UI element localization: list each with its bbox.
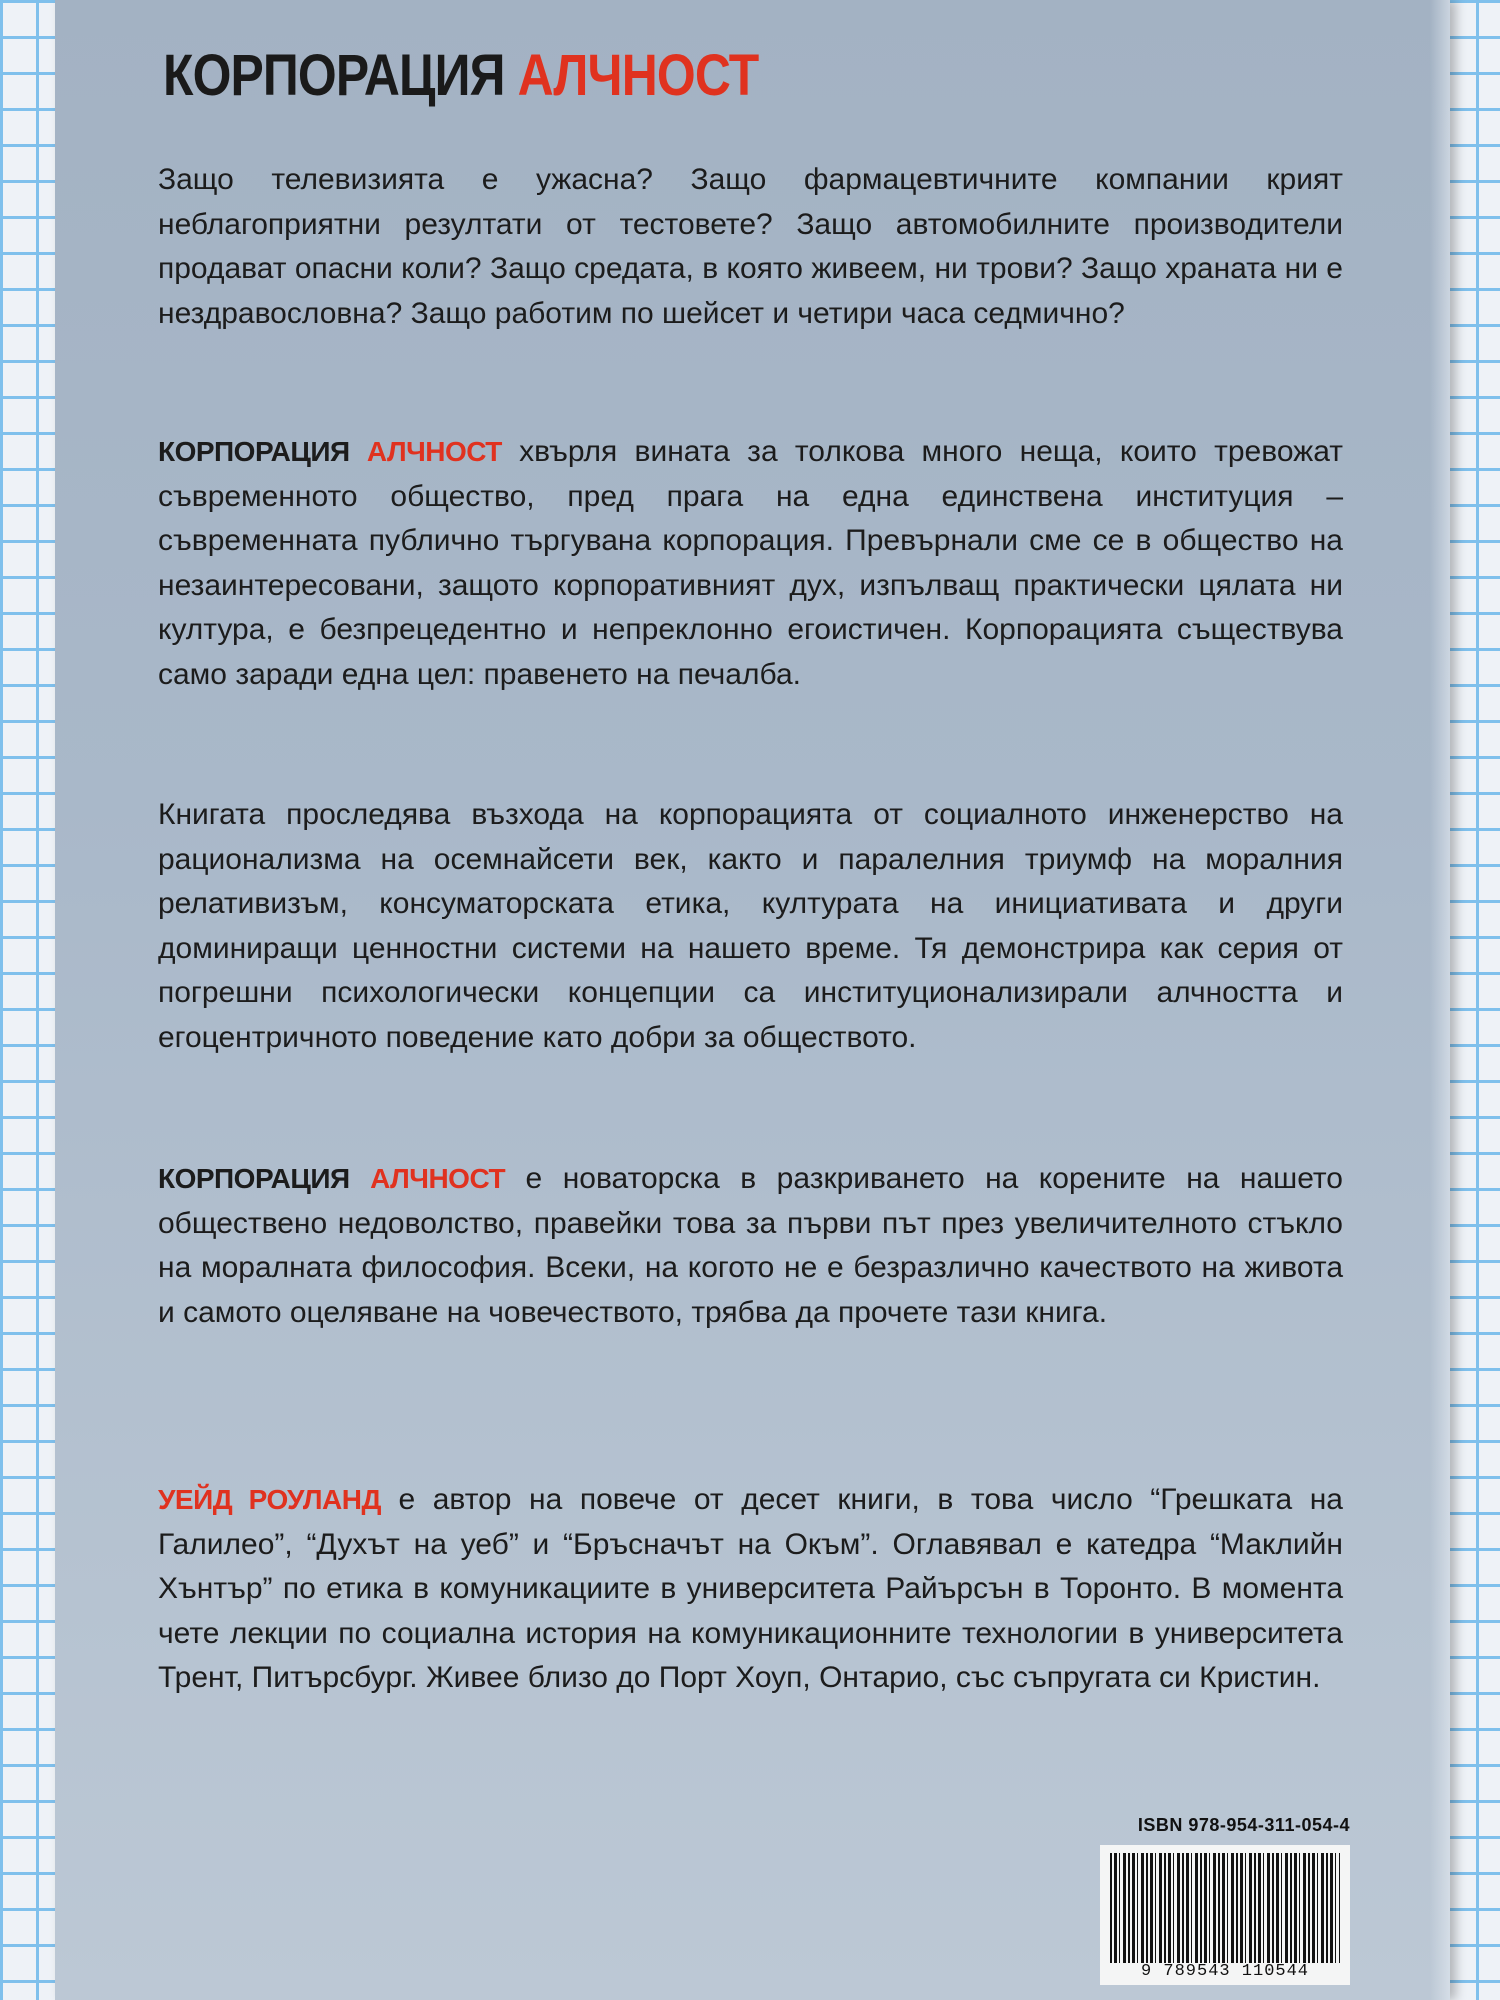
description-paragraph xyxy=(158,430,1343,697)
author-bio-paragraph xyxy=(158,1478,1343,1701)
barcode xyxy=(1100,1845,1350,1985)
inline-title-black: КОРПОРАЦИЯ xyxy=(158,436,350,467)
book-summary-paragraph: Книгата проследява възхода на корпорацията от социалното инженерство на рационализма на осемнайсети век, както и паралелния триумф на моралния релативизъм, консуматорската етика, културата на инициативата и други доминиращи ценностни системи на нашето време. Тя демонстрира как серия от погрешни психологически концепции са институционализирали алчността и егоцентричното поведение като добри за обществото. xyxy=(158,798,1343,1054)
author-bio-text: е автор на повече от десет книги, в това число “Грешката на Галилео”, “Духът на уеб” и “Бръсначът на Окъм”. Оглавявал е катедра “Маклийн Хънтър” по етика в комуникациите в университета Райърсън в Торонто. В момента чете лекции по социална история на комуникационните технологии в университета Трент, Питърсбург. Живее близо до Порт Хоуп, Онтарио, със съпругата си Кристин. xyxy=(158,1483,1343,1694)
barcode-digits: 9 789543 110544 xyxy=(1140,1962,1310,1981)
praise-text: е новаторска в разкриването на корените на нашето обществено недоволство, правейки това за първи път през увеличителното стъкло на моралната философия. Всеки, на когото не е безразлично качеството на живота и самото оцеляване на човечеството, трябва да прочете тази книга. xyxy=(158,1162,1343,1329)
title-part-red: АЛЧНОСТ xyxy=(517,43,759,108)
inline-title-red: АЛЧНОСТ xyxy=(366,436,502,467)
book-back-cover xyxy=(55,0,1450,2000)
barcode-bars xyxy=(1110,1853,1340,1963)
praise-paragraph xyxy=(158,1157,1343,1335)
description-text: хвърля вината за толкова много неща, които тревожат съвременното общество, пред прага на една единствена институция – съвременната публично търгувана корпорация. Превърнали сме се в общество на незаинтересовани, защото корпоративният дух, изпълващ практически цялата ни култура, е безпрецедентно и непреклонно егоистичен. Корпорацията съществува само заради една цел: правенето на печалба. xyxy=(158,435,1344,691)
author-name: УЕЙД РОУЛАНД xyxy=(158,1484,381,1515)
inline-title-red-2: АЛЧНОСТ xyxy=(370,1163,506,1194)
title-part-black: КОРПОРАЦИЯ xyxy=(163,43,505,108)
inline-title-black-2: КОРПОРАЦИЯ xyxy=(158,1163,350,1194)
isbn-label: ISBN 978-954-311-054-4 xyxy=(1137,1815,1350,1835)
intro-questions-paragraph: Защо телевизията е ужасна? Защо фармацевтичните компании крият неблагоприятни резултати от тестовете? Защо автомобилните производители продават опасни коли? Защо средата, в която живеем, ни трови? Защо храната ни е нездравословна? Защо работим по шейсет и четири часа седмично? xyxy=(158,163,1343,330)
book-title xyxy=(163,42,758,109)
